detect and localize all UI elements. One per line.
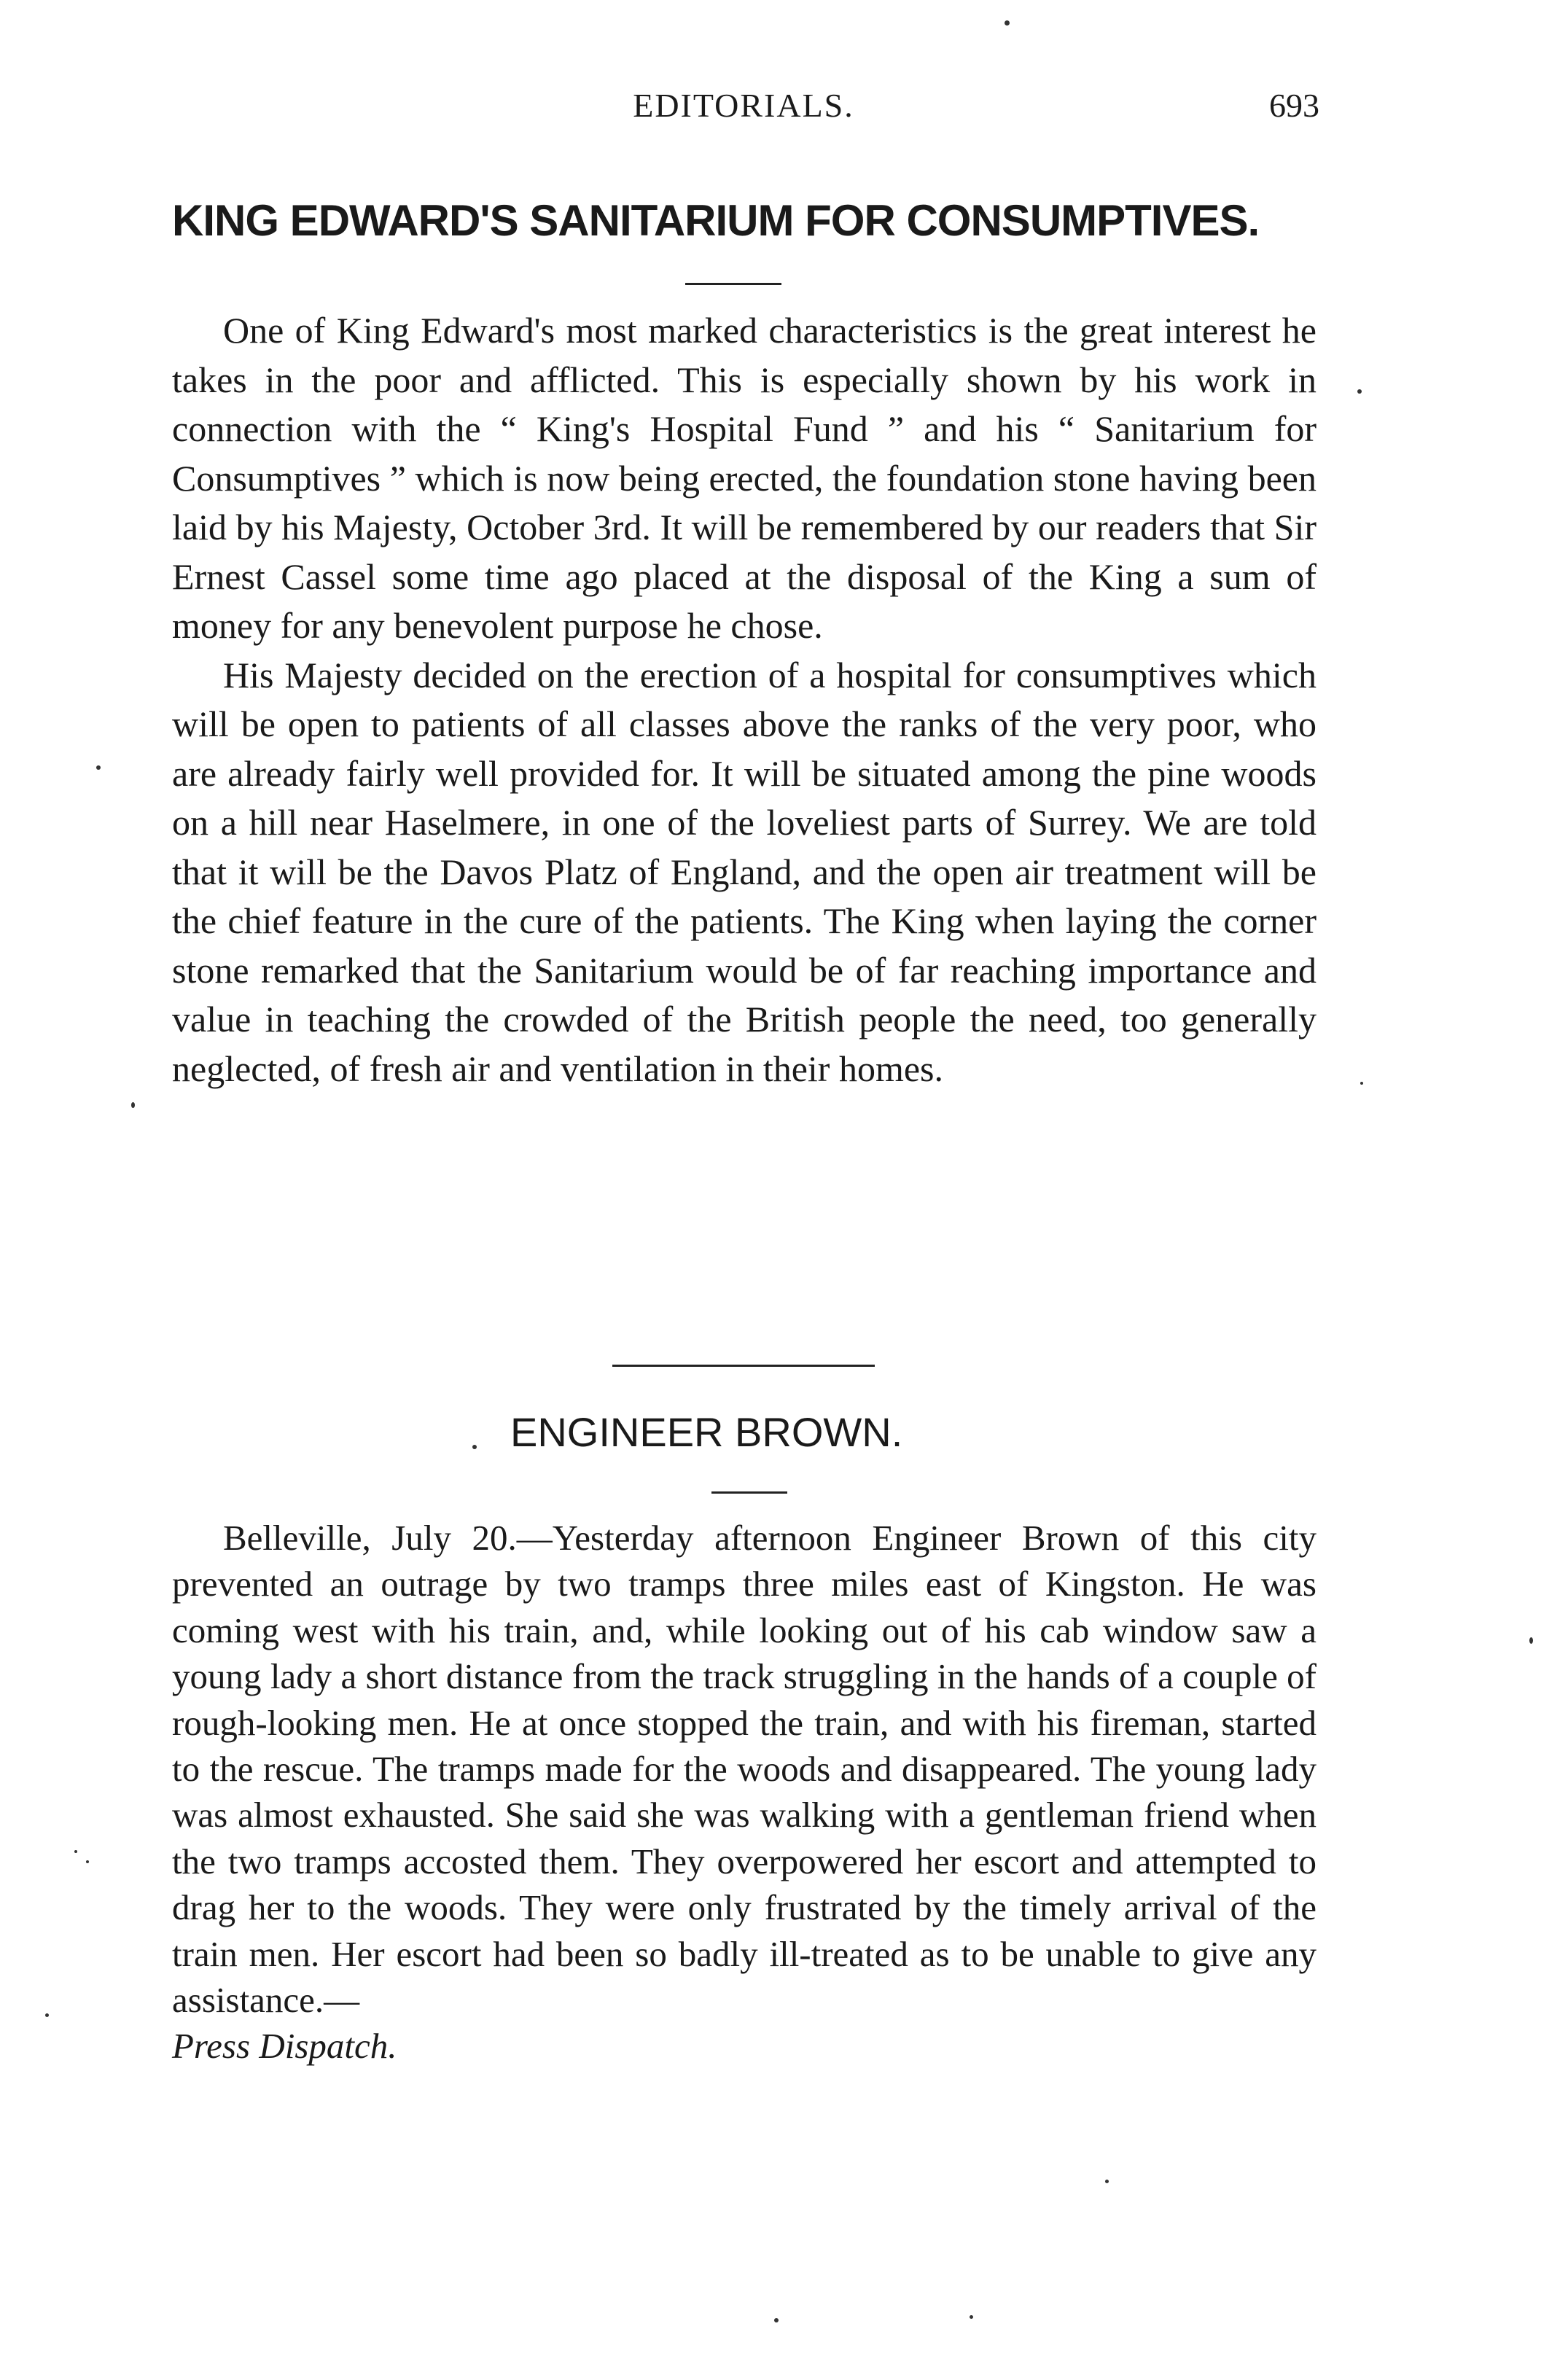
paragraph [172,1515,1317,2070]
page-number: 693 [1269,87,1319,124]
press-credit: Press Dispatch. [172,2026,397,2067]
scan-speck [1105,2180,1109,2183]
scan-speck [1357,389,1362,394]
title-rule [685,283,781,285]
paragraph: One of King Edward's most marked characteristics is the great interest he takes in the poor and afflicted. This is especially shown by his work in connection with the “ King's Hospital Fund ” and his “ Sanitarium for Consumptives ” which is now being erected, the foundation stone having been laid by his Majesty, October 3rd. It will be remembered by our readers that Sir Ernest Cassel some time ago placed at the disposal of the King a sum of money for any benevolent purpose he chose. [172,310,1317,646]
scan-speck [1529,1637,1533,1644]
scan-speck [1360,1082,1363,1085]
paragraph-text: Belleville, July 20.—Yesterday afternoon Engineer Brown of this city prevented an outrage by two tramps three miles east of Kingston. He was coming west with his train, and, while looking out of his cab window saw a young lady a short distance from the track struggling in the hands of a couple of rough-looking men. He at once stopped the train, and with his fireman, started to the rescue. The tramps made for the woods and disappeared. The young lady was almost exhausted. She said she was walking with a gentleman friend when the two tramps accosted them. They overpowered her escort and attempted to drag her to the woods. They were only frustrated by the timely arrival of the train men. Her escort had been so badly ill-treated as to be unable to give any assistance.— [172,1518,1317,2021]
paragraph: His Majesty decided on the erection of a hospital for consumptives which will be open to patients of all classes above the ranks of the very poor, who are already fairly well provided for. It will be situated among the pine woods on a hill near Haselmere, in one of the loveliest parts of Surrey. We are told that it will be the Davos Platz of England, and the open air treatment will be the chief feature in the cure of the patients. The King when laying the corner stone remarked that the Sanitarium would be of far reaching importance and value in teaching the crowded of the British people the need, too generally neglected, of fresh air and ventilation in their homes. [172,654,1317,1089]
scan-speck [970,2315,973,2319]
article-body-sanitarium [172,306,1317,1093]
scan-speck [74,1850,77,1853]
scan-speck [96,765,101,770]
scan-speck [774,2318,779,2322]
scan-speck [131,1102,135,1108]
section-divider-rule [612,1365,875,1367]
scan-speck [1005,20,1010,26]
article-title-sanitarium: KING EDWARD'S SANITARIUM FOR CONSUMPTIVES. [172,196,1260,245]
running-header [175,86,1319,130]
title-rule [711,1491,787,1494]
article-body-engineer-brown [172,1515,1317,2070]
scan-speck [86,1860,89,1863]
scan-speck [472,1445,477,1449]
scan-speck [45,2013,49,2017]
running-title: EDITORIALS. [633,87,854,124]
article-title-engineer-brown: ENGINEER BROWN. [510,1409,903,1455]
